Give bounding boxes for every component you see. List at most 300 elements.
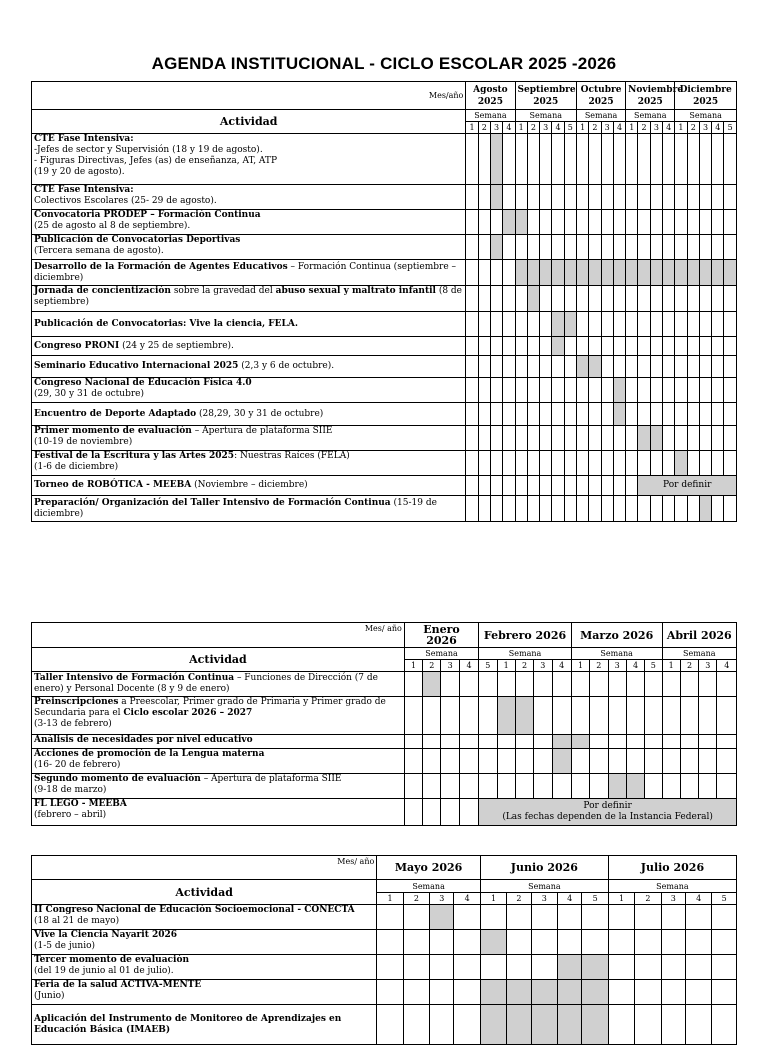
week-cell	[635, 980, 661, 1005]
week-cell	[571, 672, 589, 697]
activity-cell	[32, 426, 466, 451]
week-cell	[626, 451, 638, 476]
week-cell	[724, 403, 737, 426]
week-number: 4	[626, 660, 644, 672]
table-row	[32, 260, 737, 286]
week-cell	[650, 134, 662, 185]
week-number: 2	[515, 660, 533, 672]
semana-label: Semana	[404, 648, 478, 660]
week-cell	[515, 672, 533, 697]
week-cell	[564, 235, 576, 260]
week-cell	[724, 185, 737, 210]
week-cell	[377, 905, 403, 930]
week-cell	[558, 930, 582, 955]
week-cell	[613, 426, 625, 451]
week-cell	[564, 451, 576, 476]
week-cell	[638, 451, 650, 476]
week-cell	[571, 697, 589, 735]
week-number: 5	[582, 893, 608, 905]
week-cell	[503, 496, 515, 522]
week-cell	[490, 134, 502, 185]
week-cell	[515, 185, 527, 210]
week-cell	[576, 378, 588, 403]
week-cell	[540, 210, 552, 235]
week-cell	[430, 980, 454, 1005]
week-cell	[687, 378, 699, 403]
week-cell	[699, 496, 711, 522]
week-cell	[507, 980, 531, 1005]
week-cell	[687, 312, 699, 337]
week-cell	[552, 210, 564, 235]
month-header: Octubre 2025	[576, 82, 625, 110]
activity-cell	[32, 451, 466, 476]
activity-text: Taller Intensivo de Formación Continua	[34, 673, 235, 683]
week-cell	[589, 260, 601, 286]
week-cell	[638, 235, 650, 260]
week-cell	[662, 672, 680, 697]
week-cell	[497, 735, 515, 749]
week-cell	[564, 337, 576, 356]
week-cell	[490, 312, 502, 337]
week-cell	[712, 210, 724, 235]
week-cell	[466, 403, 478, 426]
table-row	[32, 451, 737, 476]
week-cell	[638, 286, 650, 312]
week-cell	[503, 356, 515, 378]
week-cell	[613, 210, 625, 235]
week-cell	[699, 260, 711, 286]
week-cell	[680, 672, 698, 697]
week-cell	[466, 426, 478, 451]
week-cell	[454, 930, 480, 955]
week-cell	[478, 403, 490, 426]
activity-text: Vive la Ciencia Nayarit 2026	[34, 930, 178, 940]
week-cell	[589, 496, 601, 522]
month-header: Enero 2026	[404, 623, 478, 648]
actividad-header: Actividad	[32, 110, 466, 134]
week-cell	[479, 735, 497, 749]
week-number: 1	[662, 660, 680, 672]
week-cell	[576, 260, 588, 286]
activity-cell	[32, 312, 466, 337]
activity-text: Segundo momento de evaluación	[34, 774, 201, 784]
week-cell	[663, 235, 675, 260]
month-header: Abril 2026	[662, 623, 737, 648]
week-cell	[650, 286, 662, 312]
week-number: 1	[377, 893, 403, 905]
activity-text: Congreso PRONI	[34, 340, 120, 351]
week-cell	[663, 496, 675, 522]
week-cell	[663, 356, 675, 378]
week-cell	[480, 905, 506, 930]
activity-cell	[32, 403, 466, 426]
week-cell	[503, 210, 515, 235]
week-cell	[454, 905, 480, 930]
month-header: Noviembre 2025	[626, 82, 675, 110]
week-cell	[490, 403, 502, 426]
week-cell	[650, 337, 662, 356]
week-cell	[478, 210, 490, 235]
week-cell	[712, 426, 724, 451]
week-cell	[712, 378, 724, 403]
week-number: 2	[590, 660, 608, 672]
week-number: 2	[635, 893, 661, 905]
activity-text: Primer momento de evaluación	[34, 426, 192, 436]
week-cell	[497, 697, 515, 735]
week-cell	[626, 312, 638, 337]
week-cell	[377, 980, 403, 1005]
week-cell	[626, 426, 638, 451]
activity-text: CTE Fase Intensiva:	[34, 185, 134, 195]
week-number: 3	[601, 122, 613, 134]
week-cell	[531, 955, 557, 980]
week-cell	[699, 403, 711, 426]
week-cell	[478, 134, 490, 185]
month-header: Julio 2026	[608, 856, 736, 880]
semana-label: Semana	[515, 110, 576, 122]
week-cell	[613, 286, 625, 312]
week-cell	[712, 185, 724, 210]
week-cell	[552, 185, 564, 210]
table-row	[32, 735, 737, 749]
week-cell	[490, 286, 502, 312]
week-cell	[515, 260, 527, 286]
week-cell	[478, 451, 490, 476]
activity-text: (29, 30 y 31 de octubre)	[34, 389, 144, 399]
week-cell	[404, 799, 422, 826]
week-number: 4	[552, 660, 571, 672]
week-number: 4	[552, 122, 564, 134]
activity-text: FL LEGO - MEEBA	[34, 799, 127, 809]
week-cell	[576, 312, 588, 337]
week-cell	[552, 337, 564, 356]
week-cell	[403, 980, 429, 1005]
activity-text: (Tercera semana de agosto).	[34, 246, 164, 256]
week-cell	[527, 312, 539, 337]
activity-text: (10-19 de noviembre)	[34, 437, 133, 447]
activity-text: (25 de agosto al 8 de septiembre).	[34, 221, 191, 231]
week-number: 5	[724, 122, 737, 134]
week-cell	[564, 378, 576, 403]
week-cell	[626, 134, 638, 185]
week-cell	[507, 1005, 531, 1045]
week-cell	[503, 403, 515, 426]
week-cell	[613, 451, 625, 476]
week-number: 1	[608, 893, 634, 905]
week-cell	[613, 496, 625, 522]
week-cell	[515, 337, 527, 356]
week-cell	[478, 378, 490, 403]
week-cell	[478, 185, 490, 210]
week-cell	[564, 476, 576, 496]
week-cell	[635, 930, 661, 955]
activity-cell	[32, 260, 466, 286]
week-cell	[527, 426, 539, 451]
week-cell	[687, 337, 699, 356]
week-cell	[497, 749, 515, 774]
week-cell	[589, 337, 601, 356]
week-number: 5	[712, 893, 737, 905]
week-cell	[466, 451, 478, 476]
header-semana-row	[32, 648, 737, 660]
week-cell	[527, 451, 539, 476]
week-cell	[601, 496, 613, 522]
week-cell	[638, 337, 650, 356]
week-cell	[608, 980, 634, 1005]
week-cell	[430, 1005, 454, 1045]
week-cell	[650, 426, 662, 451]
week-cell	[650, 451, 662, 476]
week-cell	[490, 356, 502, 378]
week-cell	[527, 378, 539, 403]
week-cell	[608, 905, 634, 930]
week-cell	[441, 774, 459, 799]
week-cell	[635, 955, 661, 980]
table-row	[32, 403, 737, 426]
week-cell	[662, 735, 680, 749]
activity-text: (3-13 de febrero)	[34, 719, 112, 729]
week-cell	[552, 286, 564, 312]
week-cell	[699, 426, 711, 451]
week-cell	[497, 672, 515, 697]
week-cell	[626, 286, 638, 312]
week-number: 3	[650, 122, 662, 134]
week-cell	[675, 426, 687, 451]
week-cell	[608, 672, 626, 697]
week-number: 1	[571, 660, 589, 672]
week-cell	[601, 185, 613, 210]
week-cell	[466, 260, 478, 286]
week-cell	[404, 697, 422, 735]
week-cell	[540, 496, 552, 522]
activity-text: Preparación/ Organización del Taller Intensivo de Formación Continua	[34, 497, 391, 508]
week-cell	[589, 451, 601, 476]
week-cell	[515, 774, 533, 799]
week-cell	[576, 496, 588, 522]
week-cell	[686, 955, 712, 980]
header-months-row	[32, 82, 737, 110]
week-cell	[638, 496, 650, 522]
activity-text: Publicación de Convocatorias Deportivas	[34, 235, 241, 245]
month-header: Junio 2026	[480, 856, 608, 880]
week-cell	[699, 735, 717, 749]
week-cell	[527, 356, 539, 378]
semana-label: Semana	[480, 880, 608, 893]
week-cell	[404, 735, 422, 749]
week-cell	[687, 403, 699, 426]
week-number: 5	[564, 122, 576, 134]
week-cell	[613, 260, 625, 286]
week-cell	[466, 235, 478, 260]
week-cell	[608, 749, 626, 774]
week-cell	[717, 697, 737, 735]
week-cell	[699, 697, 717, 735]
week-cell	[534, 672, 552, 697]
activity-cell	[32, 185, 466, 210]
week-cell	[466, 496, 478, 522]
activity-text: Ciclo escolar 2026 – 2027	[123, 708, 253, 718]
week-cell	[466, 185, 478, 210]
week-cell	[576, 476, 588, 496]
activity-text: Tercer momento de evaluación	[34, 955, 190, 965]
week-cell	[552, 496, 564, 522]
week-number: 3	[661, 893, 685, 905]
week-cell	[645, 774, 662, 799]
week-cell	[503, 235, 515, 260]
week-cell	[601, 235, 613, 260]
page-title: AGENDA INSTITUCIONAL - CICLO ESCOLAR 2025 -2026	[151, 54, 617, 73]
week-cell	[490, 378, 502, 403]
week-cell	[515, 312, 527, 337]
week-cell	[478, 286, 490, 312]
semana-label: Semana	[576, 110, 625, 122]
week-cell	[650, 403, 662, 426]
activity-text: (28,29, 30 y 31 de octubre)	[196, 408, 324, 419]
week-cell	[540, 337, 552, 356]
week-cell	[601, 451, 613, 476]
week-number: 3	[699, 122, 711, 134]
table-row	[32, 774, 737, 799]
week-cell	[466, 134, 478, 185]
week-cell	[576, 210, 588, 235]
week-cell	[699, 749, 717, 774]
week-cell	[724, 451, 737, 476]
activity-text: -Jefes de sector y Supervisión (18 y 19 de agosto).	[34, 145, 263, 155]
week-cell	[534, 749, 552, 774]
week-cell	[626, 496, 638, 522]
week-cell	[661, 1005, 685, 1045]
week-cell	[589, 378, 601, 403]
activity-text: Encuentro de Deporte Adaptado	[34, 408, 197, 419]
activity-text: – Formación Continua (septiembre – diciembre)	[34, 261, 456, 283]
week-number: 2	[507, 893, 531, 905]
week-cell	[497, 774, 515, 799]
week-cell	[490, 426, 502, 451]
week-cell	[699, 337, 711, 356]
week-cell	[540, 476, 552, 496]
week-cell	[534, 774, 552, 799]
activity-text: (9-18 de marzo)	[34, 785, 107, 795]
week-cell	[576, 403, 588, 426]
week-cell	[626, 378, 638, 403]
week-cell	[507, 955, 531, 980]
week-cell	[515, 476, 527, 496]
week-cell	[430, 905, 454, 930]
week-cell	[552, 134, 564, 185]
week-cell	[662, 774, 680, 799]
header-months-row	[32, 623, 737, 648]
week-cell	[626, 697, 644, 735]
activity-text: (24 y 25 de septiembre).	[119, 340, 234, 351]
activity-text: II Congreso Nacional de Educación Socioemocional - CONECTA	[34, 905, 355, 915]
week-cell	[675, 185, 687, 210]
week-cell	[699, 312, 711, 337]
week-cell	[479, 749, 497, 774]
week-cell	[626, 260, 638, 286]
week-number: 3	[534, 660, 552, 672]
week-cell	[590, 749, 608, 774]
week-cell	[515, 451, 527, 476]
week-cell	[515, 496, 527, 522]
week-cell	[635, 1005, 661, 1045]
week-cell	[515, 378, 527, 403]
week-cell	[724, 337, 737, 356]
activity-text: Preinscripciones	[34, 697, 119, 707]
week-cell	[712, 955, 737, 980]
week-cell	[663, 185, 675, 210]
week-cell	[480, 1005, 506, 1045]
table-row	[32, 1005, 737, 1045]
table-row	[32, 286, 737, 312]
table-row	[32, 799, 737, 826]
actividad-header: Actividad	[32, 648, 405, 672]
week-cell	[527, 337, 539, 356]
week-cell	[712, 1005, 737, 1045]
week-cell	[515, 403, 527, 426]
week-number: 3	[430, 893, 454, 905]
week-cell	[687, 260, 699, 286]
week-cell	[478, 496, 490, 522]
week-number: 1	[497, 660, 515, 672]
activity-text: abuso sexual y maltrato infantil	[275, 286, 436, 296]
week-number: 3	[699, 660, 717, 672]
semana-label: Semana	[662, 648, 737, 660]
week-cell	[626, 337, 638, 356]
week-cell	[590, 697, 608, 735]
week-cell	[503, 312, 515, 337]
week-cell	[527, 260, 539, 286]
semana-label: Semana	[571, 648, 662, 660]
week-cell	[686, 905, 712, 930]
week-cell	[712, 905, 737, 930]
week-cell	[687, 496, 699, 522]
week-cell	[638, 403, 650, 426]
week-cell	[699, 451, 711, 476]
week-cell	[663, 210, 675, 235]
week-cell	[680, 749, 698, 774]
week-cell	[687, 235, 699, 260]
activity-cell	[32, 337, 466, 356]
week-cell	[540, 185, 552, 210]
week-cell	[608, 1005, 634, 1045]
table-row	[32, 905, 737, 930]
week-cell	[507, 905, 531, 930]
week-cell	[564, 312, 576, 337]
week-cell	[478, 426, 490, 451]
week-cell	[490, 185, 502, 210]
week-cell	[404, 774, 422, 799]
week-cell	[564, 260, 576, 286]
week-cell	[478, 337, 490, 356]
header-semana-row	[32, 110, 737, 122]
week-cell	[680, 697, 698, 735]
activity-text: (8 de septiembre)	[34, 286, 462, 307]
week-cell	[675, 235, 687, 260]
week-cell	[601, 378, 613, 403]
semana-label: Semana	[608, 880, 736, 893]
activity-text: (2,3 y 6 de octubre).	[238, 361, 335, 371]
week-cell	[663, 378, 675, 403]
table-row	[32, 672, 737, 697]
week-cell	[423, 774, 441, 799]
week-cell	[576, 337, 588, 356]
week-cell	[699, 185, 711, 210]
week-cell	[626, 672, 644, 697]
week-cell	[638, 134, 650, 185]
week-cell	[638, 312, 650, 337]
week-cell	[527, 210, 539, 235]
table-row	[32, 955, 737, 980]
